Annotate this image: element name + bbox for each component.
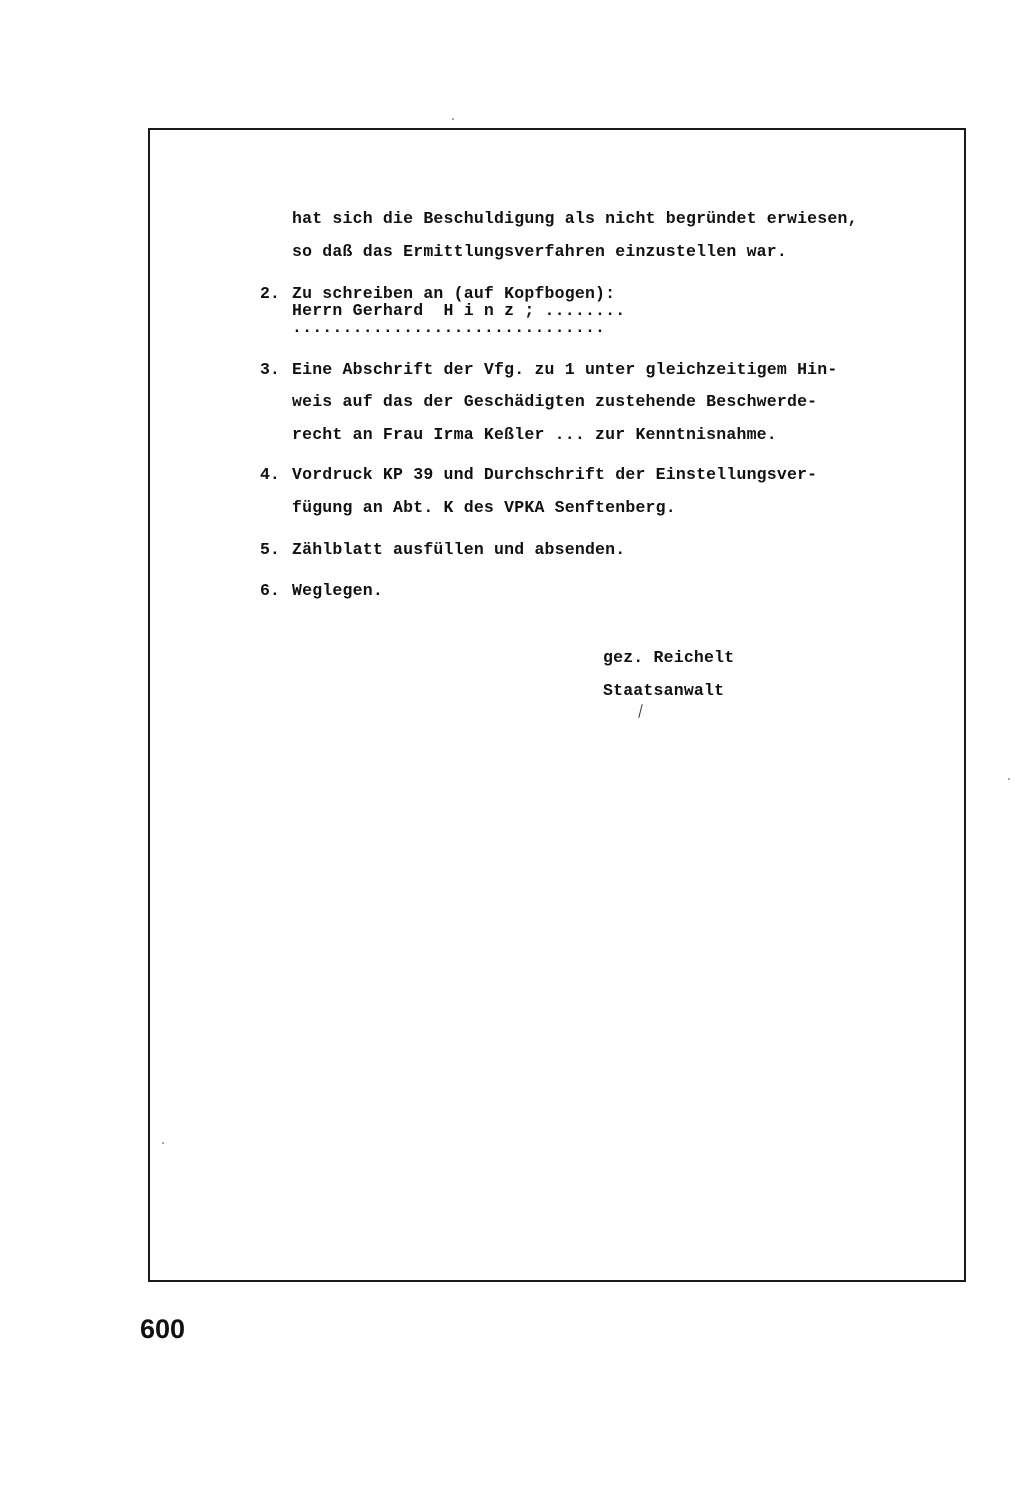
intro-line-1: hat sich die Beschuldigung als nicht begründet erwiesen,	[292, 209, 858, 228]
item-5-line-1: Zählblatt ausfüllen und absenden.	[292, 540, 626, 559]
item-2-line-3: ...............................	[292, 318, 606, 337]
scan-speck	[162, 1142, 164, 1144]
item-6-number: 6.	[260, 581, 280, 600]
intro-line-2: so daß das Ermittlungsverfahren einzustellen war.	[292, 242, 787, 261]
item-3-line-3: recht an Frau Irma Keßler ... zur Kenntnisnahme.	[292, 425, 777, 444]
item-3-line-1: Eine Abschrift der Vfg. zu 1 unter gleichzeitigem Hin-	[292, 360, 838, 379]
scan-speck	[1008, 778, 1010, 780]
item-2-line-2: Herrn Gerhard H i n z ; ........	[292, 301, 626, 320]
signature-name: gez. Reichelt	[603, 648, 735, 667]
item-4-line-2: fügung an Abt. K des VPKA Senftenberg.	[292, 498, 676, 517]
item-3-number: 3.	[260, 360, 280, 379]
item-2-number: 2.	[260, 284, 280, 303]
page-number: 600	[140, 1314, 186, 1344]
signature-title: Staatsanwalt	[603, 681, 725, 700]
item-2-line-1: Zu schreiben an (auf Kopfbogen):	[292, 284, 616, 303]
item-4-line-1: Vordruck KP 39 und Durchschrift der Einstellungsver-	[292, 465, 818, 484]
item-4-number: 4.	[260, 465, 280, 484]
scan-speck	[452, 118, 454, 120]
item-5-number: 5.	[260, 540, 280, 559]
item-6-line-1: Weglegen.	[292, 581, 383, 600]
item-3-line-2: weis auf das der Geschädigten zustehende Beschwerde-	[292, 392, 818, 411]
